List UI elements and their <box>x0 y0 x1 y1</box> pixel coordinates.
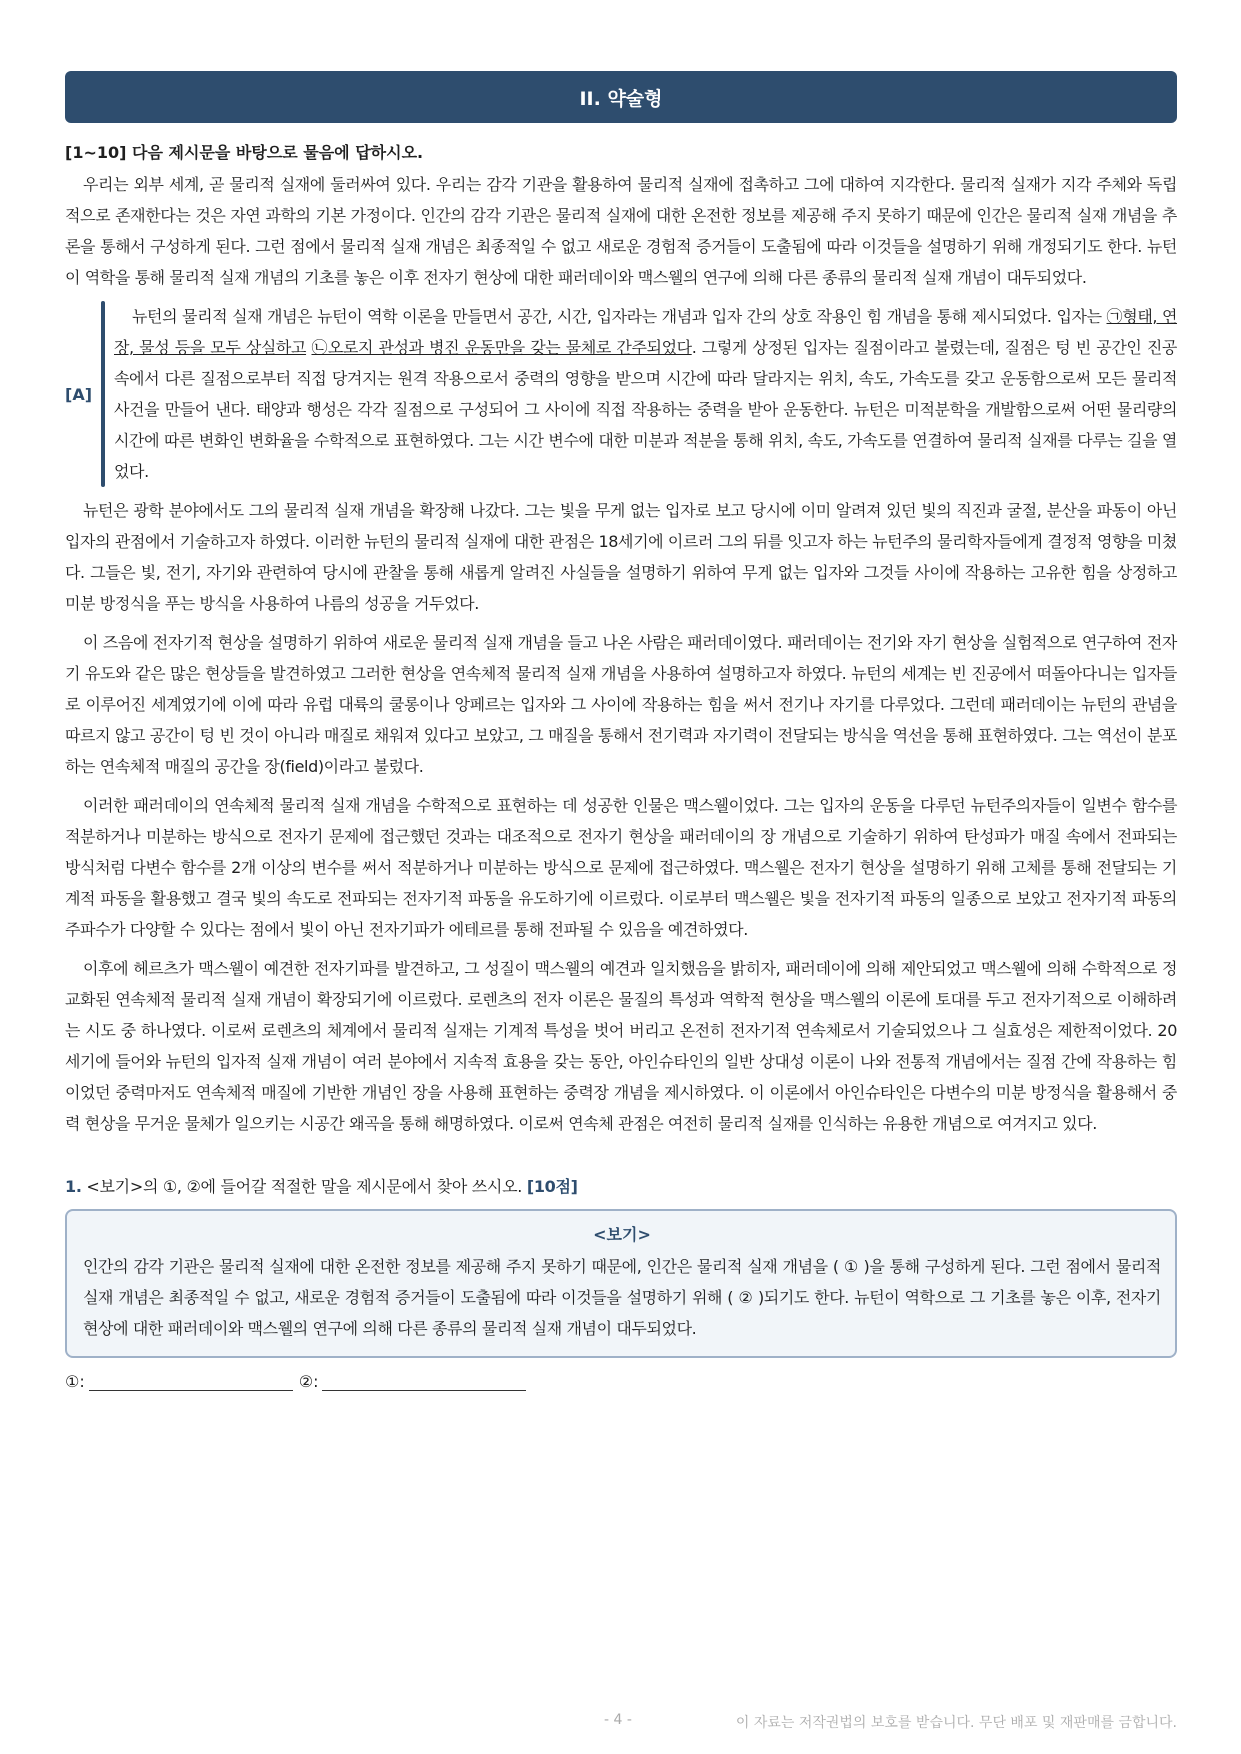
block-a-text-1: 뉴턴의 물리적 실재 개념은 뉴턴이 역학 이론을 만들면서 공간, 시간, 입자라는 개념과 입자 간의 상호 작용인 힘 개념을 통해 제시되었다. 입자는 <box>132 307 1107 326</box>
instruction: [1~10] 다음 제시문을 바탕으로 물음에 답하시오. <box>65 143 424 162</box>
bogi-text: 인간의 감각 기관은 물리적 실재에 대한 온전한 정보를 제공해 주지 못하기 때문에, 인간은 물리적 실재 개념을 ( ① )을 통해 구성하게 된다. 그런 점에서 물리적 실재 개념은 최종적일 수 없고, 새로운 경험적 증거들이 도출됨에 따라 이것들을 설명하기 위해 ( ② )되기도 한다. 뉴턴이 역학으로 그 기초를 놓은 이후, 전자기 현상에 대한 패러데이와 맥스웰의 연구에 의해 다른 종류의 물리적 실재 개념이 대두되었다. <box>83 1257 1161 1338</box>
answer-1-label: ①: <box>65 1372 85 1391</box>
copyright-notice: 이 자료는 저작권법의 보호를 받습니다. 무단 배포 및 재판매를 금합니다. <box>735 1715 1177 1731</box>
section-header <box>65 71 1177 123</box>
section-title: II. 약술형 <box>579 87 663 110</box>
block-a-bar <box>101 301 105 487</box>
passage-paragraph-2: 뉴턴은 광학 분야에서도 그의 물리적 실재 개념을 확장해 나갔다. 그는 빛을 무게 없는 입자로 보고 당시에 이미 알려져 있던 빛의 직진과 굴절, 분산을 파동이 아닌 입자의 관점에서 기술하고자 하였다. 이러한 뉴턴의 물리적 실재에 대한 관점은 18세기에 이르러 그의 뒤를 잇고자 하는 뉴턴주의 물리학자들에게 결정적 영향을 미쳤다. 그들은 빛, 전기, 자기와 관련하여 당시에 관찰을 통해 새롭게 알려진 사실들을 설명하기 위하여 무게 없는 입자와 그것들 사이에 작용하는 고유한 힘을 상정하고 미분 방정식을 푸는 방식을 사용하여 나름의 성공을 거두었다. <box>65 501 1177 613</box>
bogi-title: <보기> <box>593 1225 651 1244</box>
block-a-text <box>114 301 1177 487</box>
passage-paragraph-5: 이후에 헤르츠가 맥스웰이 예견한 전자기파를 발견하고, 그 성질이 맥스웰의 예견과 일치했음을 밝히자, 패러데이에 의해 제안되었고 맥스웰에 의해 수학적으로 정교화된 연속체적 물리적 실재 개념이 확장되기에 이르렀다. 로렌츠의 전자 이론은 물질의 특성과 역학적 현상을 맥스웰의 이론에 토대를 두고 전자기적으로 이해하려는 시도 중 하나였다. 이로써 로렌츠의 체계에서 물리적 실재는 기계적 특성을 벗어 버리고 온전히 전자기적 연속체로서 기술되었으나 그 실효성은 제한적이었다. 20세기에 들어와 뉴턴의 입자적 실재 개념이 여러 분야에서 지속적 효용을 갖는 동안, 아인슈타인의 일반 상대성 이론이 나와 전통적 개념에서는 질점 간에 작용하는 힘이었던 중력마저도 연속체적 매질에 기반한 개념인 장을 사용해 표현하는 중력장 개념을 제시하였다. 이 이론에서 아인슈타인은 다변수의 미분 방정식을 활용해서 중력 현상을 무거운 물체가 일으키는 시공간 왜곡을 통해 해명하였다. 이로써 연속체 관점은 여전히 물리적 실재를 인식하는 유용한 개념으로 여겨지고 있다. <box>65 959 1177 1133</box>
block-a-tag: [A] <box>65 384 93 404</box>
answer-2-blank[interactable] <box>322 1372 526 1391</box>
answer-area <box>65 1372 1177 1391</box>
bogi-box <box>65 1209 1177 1358</box>
passage-paragraph-3: 이 즈음에 전자기적 현상을 설명하기 위하여 새로운 물리적 실재 개념을 들고 나온 사람은 패러데이였다. 패러데이는 전기와 자기 현상을 실험적으로 연구하여 전자기 유도와 같은 많은 현상들을 발견하였고 그러한 현상을 연속체적 물리적 실재 개념을 사용하여 설명하고자 하였다. 뉴턴의 세계는 빈 진공에서 떠돌아다니는 입자들로 이루어진 세계였기에 이에 따라 유럽 대륙의 쿨롱이나 앙페르는 입자와 그 사이에 작용하는 힘을 써서 전기나 자기를 다루었다. 그런데 패러데이는 뉴턴의 관념을 따르지 않고 공간이 텅 빈 것이 아니라 매질로 채워져 있다고 보았고, 그 매질을 통해서 전기력과 자기력이 전달되는 방식을 역선을 통해 표현하였다. 그는 역선이 분포하는 연속체적 매질의 공간을 장(field)이라고 불렀다. <box>65 633 1177 776</box>
answer-2-label: ②: <box>298 1372 319 1391</box>
block-a-text-3: . 그렇게 상정된 입자는 질점이라고 불렸는데, 질점은 텅 빈 공간인 진공 속에서 다른 질점으로부터 직접 당겨지는 원격 작용으로서 중력의 영향을 받으며 시간에 따라 달라지는 위치, 속도, 가속도를 갖고 운동함으로써 모든 물리적 사건을 만들어 낸다. 태양과 행성은 각각 질점으로 구성되어 그 사이에 직접 작용하는 중력을 받아 운동한다. 뉴턴은 미적분학을 개발함으로써 어떤 물리량의 시간에 따른 변화인 변화율을 수학적으로 표현하였다. 그는 시간 변수에 대한 미분과 적분을 통해 위치, 속도, 가속도를 연결하여 물리적 실재를 다루는 길을 열었다. <box>114 338 1177 481</box>
passage-paragraph-4: 이러한 패러데이의 연속체적 물리적 실재 개념을 수학적으로 표현하는 데 성공한 인물은 맥스웰이었다. 그는 입자의 운동을 다루던 뉴턴주의자들이 일변수 함수를 적분하거나 미분하는 방식으로 전자기 문제에 접근했던 것과는 대조적으로 전자기 현상을 패러데이의 장 개념으로 기술하기 위하여 탄성파가 매질 속에서 전파되는 방식처럼 다변수 함수를 2개 이상의 변수를 써서 적분하거나 미분하는 방식으로 문제에 접근하였다. 맥스웰은 전자기 현상을 설명하기 위해 고체를 통해 전달되는 기계적 파동을 활용했고 결국 빛의 속도로 전파되는 전자기적 파동을 유도하기에 이르렀다. 이로부터 맥스웰은 빛을 전자기적 파동의 일종으로 보았고 전자기적 파동의 주파수가 다양할 수 있다는 점에서 빛이 아닌 전자기파가 에테르를 통해 전파될 수 있음을 예견하였다. <box>65 796 1177 939</box>
question-points: [10점] <box>526 1177 578 1196</box>
question-number: 1. <box>65 1177 82 1196</box>
question-1 <box>65 1175 1177 1199</box>
page-content <box>65 71 1177 1391</box>
passage-paragraph-1: 우리는 외부 세계, 곧 물리적 실재에 둘러싸여 있다. 우리는 감각 기관을 활용하여 물리적 실재에 접촉하고 그에 대하여 지각한다. 물리적 실재가 지각 주체와 독립적으로 존재한다는 것은 자연 과학의 기본 가정이다. 인간의 감각 기관은 물리적 실재에 대한 온전한 정보를 제공해 주지 못하기 때문에 인간은 물리적 실재 개념을 추론을 통해서 구성하게 된다. 그런 점에서 물리적 실재 개념은 최종적일 수 없고 새로운 경험적 증거들이 도출됨에 따라 이것들을 설명하기 위해 개정되기도 한다. 뉴턴이 역학을 통해 물리적 실재 개념의 기초를 놓은 이후 전자기 현상에 대한 패러데이와 맥스웰의 연구에 의해 다른 종류의 물리적 실재 개념이 대두되었다. <box>65 175 1178 287</box>
question-text: <보기>의 ①, ②에 들어갈 적절한 말을 제시문에서 찾아 쓰시오. <box>86 1177 523 1196</box>
answer-1-blank[interactable] <box>89 1372 293 1391</box>
underline-b: ㉡오로지 관성과 병진 운동만을 갖는 물체로 간주되었다 <box>311 338 692 357</box>
underline-a: ㉠형태, 연장, 물성 등을 모두 상실하고 <box>114 307 1178 357</box>
page-number: - 4 - <box>604 1712 632 1728</box>
passage-block-a <box>65 301 1177 487</box>
